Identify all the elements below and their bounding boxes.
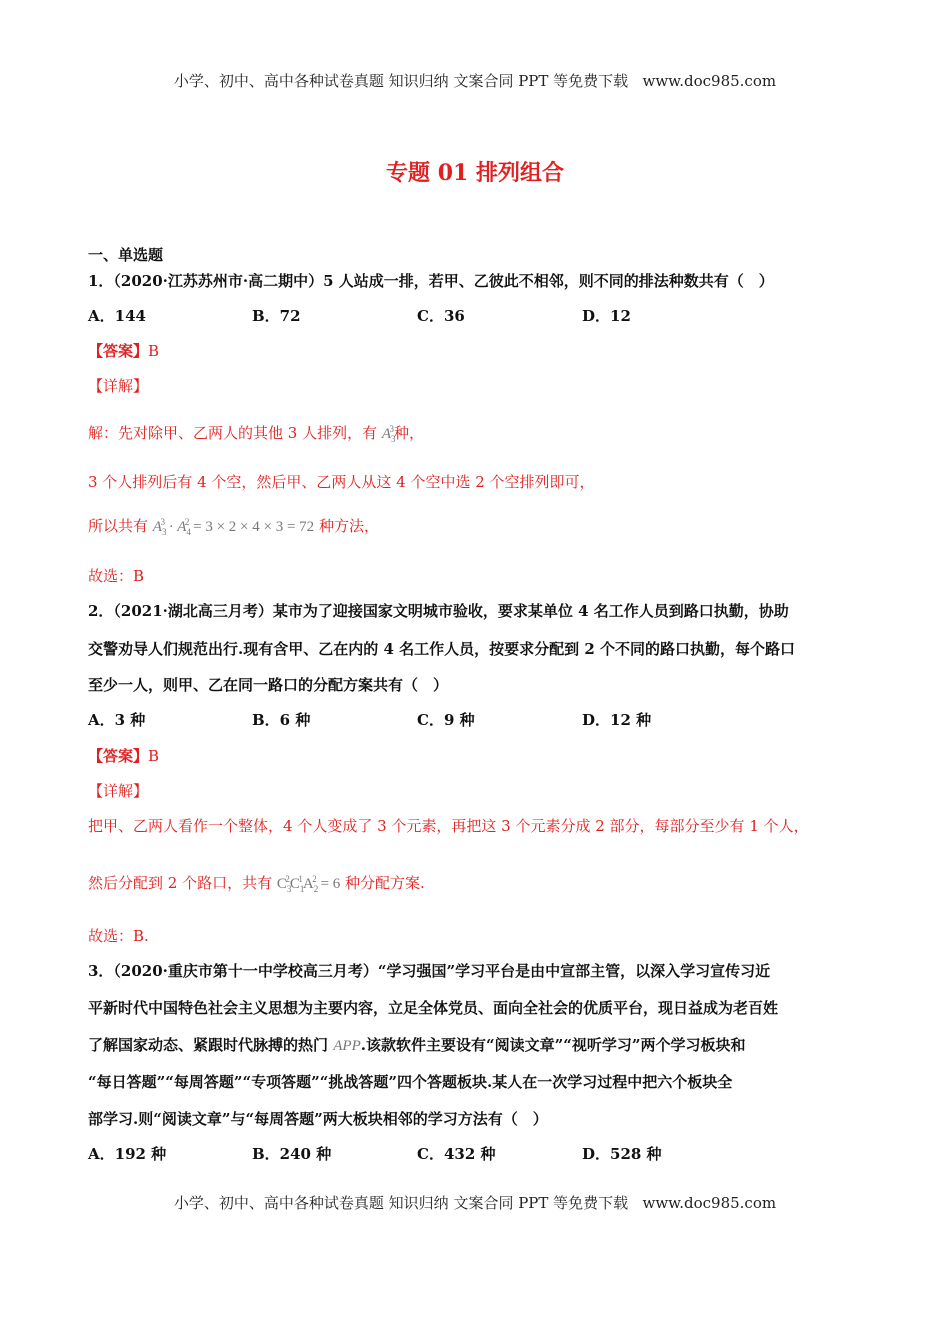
- question-3-stem-line-2: 平新时代中国特色社会主义思想为主要内容，立足全体党员、面向全社会的优质平台，现日益成为老百姓: [88, 999, 779, 1017]
- question-1-option-a: A．144: [88, 307, 146, 325]
- solution-text: 种，: [394, 424, 425, 442]
- solution-text: 所以共有: [88, 517, 149, 535]
- question-2-stem-line-2: 交警劝导人们规范出行.现有含甲、乙在内的 4 名工作人员，按要求分配到 2 个不同的路口执勤，每个路口: [88, 640, 795, 658]
- solution-text: 解：先对除甲、乙两人的其他 3 人排列，有: [88, 424, 378, 442]
- question-1-option-d: D．12: [582, 307, 631, 325]
- question-2-option-b: B．6 种: [252, 711, 311, 729]
- stem-text: 了解国家动态、紧跟时代脉搏的热门: [88, 1036, 329, 1054]
- question-3-stem-line-1: 3．（2020·重庆市第十一中学校高三月考）“学习强国”学习平台是由中宣部主管，以深入学习宣传习近: [88, 962, 771, 980]
- question-2-answer: [88, 745, 159, 766]
- question-2-option-d: D．12 种: [582, 711, 652, 729]
- question-3-option-d: D．528 种: [582, 1145, 662, 1163]
- question-1-solution-line-2: 3 个人排列后有 4 个空，然后甲、乙两人从这 4 个空中选 2 个空排列即可，: [88, 473, 595, 491]
- footer-text: 小学、初中、高中各种试卷真题 知识归纳 文案合同 PPT 等免费下载: [173, 1194, 629, 1212]
- solution-text: 种方法，: [318, 517, 379, 535]
- header-text: 小学、初中、高中各种试卷真题 知识归纳 文案合同 PPT 等免费下载: [173, 72, 629, 90]
- question-1-option-b: B．72: [252, 307, 301, 325]
- combination-formula: $C_3^2C_1^1A_2^2 = 6$: [276, 874, 341, 894]
- question-1-stem: 1．（2020·江苏苏州市·高二期中）5 人站成一排，若甲、乙彼此不相邻，则不同的排法种数共有（ ）: [88, 272, 774, 290]
- question-1-conclusion: 故选：B: [88, 567, 145, 585]
- question-2-solution-line-1: 把甲、乙两人看作一个整体，4 个人变成了 3 个元素，再把这 3 个元素分成 2 部分，每部分至少有 1 个人，: [88, 817, 809, 835]
- question-2-conclusion: 故选：B.: [88, 927, 149, 945]
- question-3-option-b: B．240 种: [252, 1145, 332, 1163]
- answer-value: B: [148, 342, 160, 360]
- question-1-answer: [88, 340, 159, 361]
- section-heading: 一、单选题: [88, 246, 164, 264]
- page-footer: [0, 1192, 950, 1213]
- question-2-solution-line-2: [88, 872, 425, 894]
- permutation-product-formula: $A_3^3 \cdot A_4^2 = 3 \times 2 \times 4 \times 3 = 72$: [152, 517, 315, 537]
- answer-label: 【答案】: [88, 747, 149, 765]
- stem-text: .该款软件主要设有“阅读文章”“视听学习”两个学习板块和: [360, 1036, 746, 1054]
- question-2-option-c: C．9 种: [417, 711, 475, 729]
- question-1-solution-line-1: [88, 422, 424, 444]
- footer-site: www.doc985.com: [642, 1194, 777, 1212]
- question-3-option-c: C．432 种: [417, 1145, 496, 1163]
- solution-text: 然后分配到 2 个路口，共有: [88, 874, 273, 892]
- question-3-stem-line-3: [88, 1034, 746, 1055]
- app-term: APP: [333, 1038, 361, 1054]
- page-title: 专题 01 排列组合: [386, 160, 564, 186]
- question-3-stem-line-4: “每日答题”“每周答题”“专项答题”“挑战答题”四个答题板块.某人在一次学习过程中把六个板块全: [88, 1073, 733, 1091]
- solution-text: 种分配方案.: [345, 874, 425, 892]
- question-1-option-c: C．36: [417, 307, 465, 325]
- question-3-option-a: A．192 种: [88, 1145, 167, 1163]
- question-2-stem-line-1: 2．（2021·湖北高三月考）某市为了迎接国家文明城市验收，要求某单位 4 名工作人员到路口执勤，协助: [88, 602, 789, 620]
- question-1-detail-label: 【详解】: [88, 377, 149, 395]
- answer-label: 【答案】: [88, 342, 149, 360]
- permutation-formula: $A_3^3$: [381, 424, 396, 444]
- page-header: [0, 70, 950, 91]
- question-3-stem-line-5: 部学习.则“阅读文章”与“每周答题”两大板块相邻的学习方法有（ ）: [88, 1110, 548, 1128]
- question-2-option-a: A．3 种: [88, 711, 146, 729]
- question-2-stem-line-3: 至少一人，则甲、乙在同一路口的分配方案共有（ ）: [88, 676, 449, 694]
- header-site: www.doc985.com: [642, 72, 777, 90]
- answer-value: B: [148, 747, 160, 765]
- question-1-solution-line-3: [88, 515, 379, 537]
- question-2-detail-label: 【详解】: [88, 782, 149, 800]
